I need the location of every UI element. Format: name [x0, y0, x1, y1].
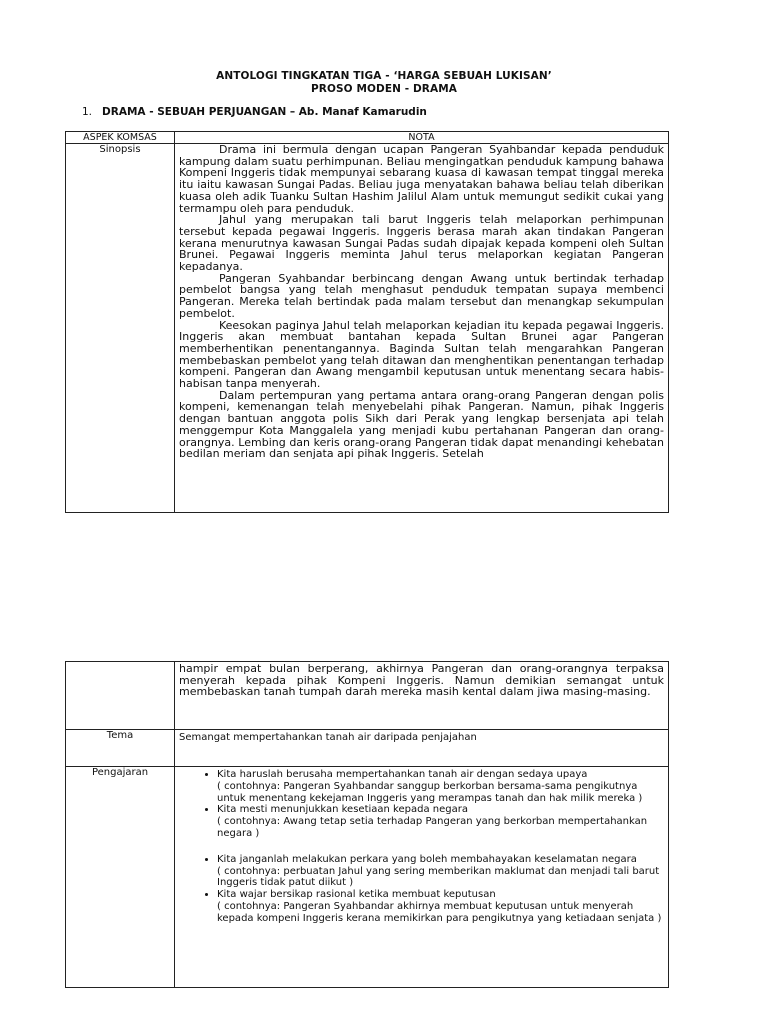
pengajaran-example: ( contohnya: Pangeran Syahbandar sanggup berkorban bersama-sama pengikutnya untuk menentang kekejaman Inggeris yang merampas tanah dan hak milik mereka ): [217, 780, 643, 804]
list-item: [217, 854, 664, 889]
pengajaran-point: • Kita janganlah melakukan perkara yang boleh membahayakan keselamatan negara: [217, 853, 637, 865]
sinopsis-paragraph: Drama ini bermula dengan ucapan Pangeran Syahbandar kepada penduduk kampung dalam suatu perhimpunan. Beliau mengingatkan penduduk kampung bahawa Kompeni Inggeris tidak mempunyai sebarang kuasa di kawasan tempat tinggal mereka itu iaitu kawasan Sungai Padas. Beliau juga menyatakan bahawa beliau telah diberikan kuasa oleh adik Tuanku Sultan Hashim Jalilul Alam untuk memungut sedikit cukai yang termampu oleh para penduduk.: [179, 143, 664, 215]
pengajaran-example: ( contohnya: Pangeran Syahbandar akhirnya membuat keputusan untuk menyerah kepada kompeni Inggeris kerana memikirkan para pengikutnya yang ketiadaan senjata ): [217, 900, 662, 924]
table-row-pengajaran: [66, 767, 669, 988]
list-item: [217, 804, 664, 839]
sinopsis-paragraph: Pangeran Syahbandar berbincang dengan Awang untuk bertindak terhadap pembelot bangsa yang telah menghasut penduduk tempatan supaya membenci Pangeran. Mereka telah bertindak pada malam tersebut dan menangkap sekumpulan pembelot.: [179, 271, 664, 320]
column-header-aspek: ASPEK KOMSAS: [66, 132, 175, 144]
pengajaran-cell: [175, 767, 669, 988]
section-number: 1.: [82, 106, 93, 118]
list-item: [217, 889, 664, 924]
tema-text: Semangat mempertahankan tanah air daripada penjajahan: [175, 730, 669, 767]
pengajaran-list: [179, 769, 664, 925]
sinopsis-continued-text: hampir empat bulan berperang, akhirnya Pangeran dan orang-orangnya terpaksa menyerah kepada pihak Kompeni Inggeris. Namun demikian semangat untuk membebaskan tanah tumpah darah mereka masih kental dalam jiwa masing-masing.: [175, 662, 669, 730]
row-label-sinopsis: Sinopsis: [66, 144, 175, 513]
row-label-tema: Tema: [66, 730, 175, 767]
sinopsis-text: [175, 144, 669, 513]
document-title: ANTOLOGI TINGKATAN TIGA - ‘HARGA SEBUAH LUKISAN’: [216, 70, 552, 82]
komsas-table-continued: [65, 661, 669, 988]
pengajaran-example: ( contohnya: Awang tetap setia terhadap Pangeran yang berkorban mempertahankan negara ): [217, 816, 648, 839]
sinopsis-paragraph: Dalam pertempuran yang pertama antara orang-orang Pangeran dengan polis kompeni, kemenangan telah menyebelahi pihak Pangeran. Namun, pihak Inggeris dengan bantuan anggota polis Sikh dari Perak yang lengkap bersenjata api telah menggempur Kota Manggalela yang menjadi kubu pertahanan Pangeran dan orang-orangnya. Lembing dan keris orang-orang Pangeran tidak dapat menandingi kehebatan bedilan meriam dan senjata api pihak Inggeris. Setelah: [179, 388, 664, 461]
document-subtitle: PROSO MODEN - DRAMA: [311, 83, 457, 95]
row-label-empty: [66, 662, 175, 730]
table-row-tema: [66, 730, 669, 767]
table-row-sinopsis-continued: [66, 662, 669, 730]
sinopsis-paragraph: Jahul yang merupakan tali barut Inggeris telah melaporkan perhimpunan tersebut kepada pegawai Inggeris. Inggeris berasa marah akan tindakan Pangeran kerana menurutnya kawasan Sungai Padas sudah dipajak kepada kompeni oleh Sultan Brunei. Pegawai Inggeris meminta Jahul terus melaporkan kegiatan Pangeran kepadanya.: [179, 213, 664, 274]
section-heading: [82, 106, 427, 118]
pengajaran-example: ( contohnya: perbuatan Jahul yang sering memberikan maklumat dan menjadi tali barut Inggeris tidak patut diikut ): [217, 865, 660, 889]
komsas-table: [65, 131, 669, 513]
row-label-pengajaran: Pengajaran: [66, 767, 175, 988]
list-item: [217, 769, 664, 804]
column-header-nota: NOTA: [175, 132, 669, 144]
sinopsis-paragraph: Keesokan paginya Jahul telah melaporkan kejadian itu kepada pegawai Inggeris. Inggeris akan membuat bantahan kepada Sultan Brunei agar Pangeran memberhentikan penentangannya. Baginda Sultan telah mengarahkan Pangeran membebaskan pembelot yang telah ditawan dan menghentikan penentangan terhadap kompeni. Pangeran dan Awang mengambil keputusan untuk menentang secara habis-habisan tanpa menyerah.: [179, 318, 664, 391]
pengajaran-point: • Kita wajar bersikap rasional ketika membuat keputusan: [217, 889, 496, 901]
table-header-row: [66, 132, 669, 144]
pengajaran-point: • Kita haruslah berusaha mempertahankan tanah air dengan sedaya upaya: [217, 769, 588, 780]
section-title: DRAMA - SEBUAH PERJUANGAN – Ab. Manaf Kamarudin: [102, 106, 427, 118]
pengajaran-point: • Kita mesti menunjukkan kesetiaan kepada negara: [217, 804, 468, 816]
table-row-sinopsis: [66, 144, 669, 513]
